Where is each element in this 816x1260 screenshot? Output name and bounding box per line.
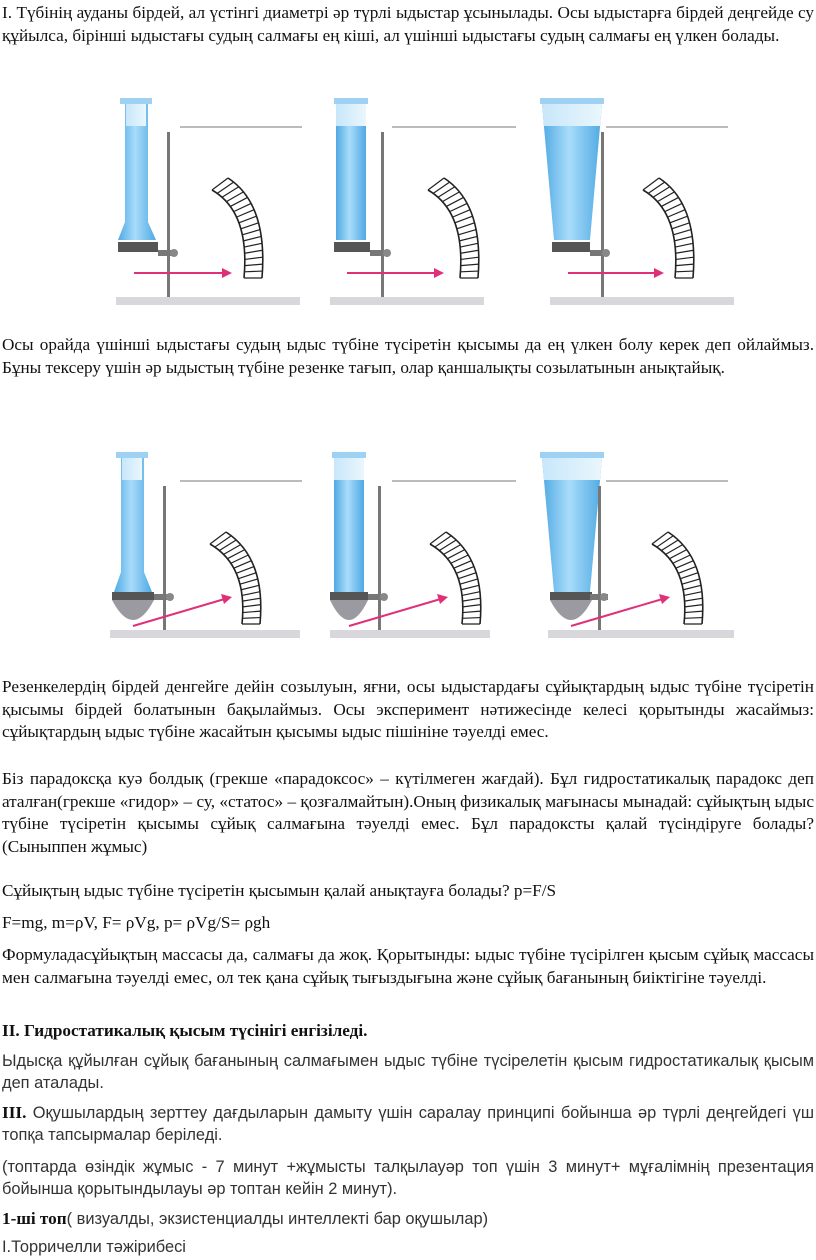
scale-rung	[460, 243, 478, 247]
scale-rung	[242, 618, 260, 619]
scale-rung	[244, 243, 262, 247]
paragraph-hypothesis: Осы орайда үшінші ыдыстағы судың ыдыс түбіне түсіретін қысымы да ең үлкен болу керек деп ойлаймыз. Бұны тексеру үшін әр ыдыстың түбіне резенке тағып, олар қаншалықты созылатынын анықтайық.	[2, 335, 814, 377]
scale-rung	[462, 592, 480, 596]
scale-rung	[652, 532, 668, 544]
scale-rung	[236, 567, 254, 574]
scale-rung	[457, 223, 475, 229]
scale-rung	[446, 197, 463, 206]
scale-rung	[234, 203, 251, 211]
vessel-cylinder	[330, 452, 448, 630]
scale-rung	[243, 598, 261, 601]
scale-rung	[673, 230, 691, 235]
scale-rung	[430, 532, 446, 544]
scale-rung	[234, 561, 252, 568]
scale-rung	[670, 216, 688, 223]
paragraph-question: Сұйықтың ыдыс түбіне түсіретін қысымын қалай анықтауға болады? p=F/S	[2, 881, 557, 900]
scale-rung	[458, 230, 476, 235]
figure-vessels-rubber-bottom	[0, 448, 816, 648]
paragraph-definition: Ыдысқа құйылған сұйық бағанының салмағымен ыдыс түбіне түсірелетін қысым гидростатикалық қысым деп аталады.	[2, 1052, 814, 1092]
scale-rung	[684, 618, 702, 619]
scale-rung	[435, 536, 451, 547]
scale-rung	[241, 585, 259, 589]
scale-rung	[240, 579, 258, 584]
figure-vessels-equal-level	[0, 92, 816, 312]
scale-rung	[685, 611, 703, 612]
curved-scale	[428, 178, 479, 278]
scale-rung	[674, 236, 692, 240]
scale-rung	[460, 271, 478, 272]
scale-rung	[661, 197, 678, 206]
scale-rung	[683, 585, 701, 589]
vessel-wide-flask	[540, 452, 670, 630]
scale-rung	[672, 223, 690, 229]
paragraph-conclusion: Формуладасұйықтың массасы да, салмағы да жоқ. Қорытынды: ыдыс түбіне түсірілген қысым сұйық массасы мен салмағына тәуелді емес, ол тек қана сұйық тығыздығына және сұйық бағанының биіктігіне тәуелді.	[2, 945, 814, 987]
scale-rung	[241, 223, 259, 229]
scale-rung	[462, 618, 480, 619]
scale-rung	[210, 532, 226, 544]
scale-rung	[665, 203, 682, 211]
curved-scale	[643, 178, 694, 278]
scale-rung	[461, 585, 479, 589]
scale-rung	[459, 236, 477, 240]
scale-rung	[242, 592, 260, 596]
scale-rung	[682, 579, 700, 584]
scale-rung	[453, 210, 471, 217]
scale-rung	[245, 257, 263, 259]
scale-rung	[215, 536, 231, 547]
stand-base	[330, 297, 484, 305]
stand-base	[116, 297, 300, 305]
scale-rung	[456, 567, 474, 574]
scale-rung	[680, 573, 698, 579]
paragraph-timing: (топтарда өзіндік жұмыс - 7 минут +жұмысты талқылауәр топ үшін 3 минут+ мұғалімнің презентация бойынша қорытындылауы әр топтан кейін 2 минут).	[2, 1158, 814, 1198]
torricelli-title: І.Торричелли тәжірибесі	[2, 1238, 186, 1256]
stand-base	[550, 297, 734, 305]
scale-rung	[243, 605, 261, 607]
group-1-label: 1-ші топ	[2, 1209, 67, 1228]
curved-scale	[652, 532, 703, 624]
stand-base	[548, 630, 734, 638]
section-3-text: Оқушылардың зерттеу дағдыларын дамыту үшін саралау принципі бойынша әр түрлі деңгейдегі үш топқа тапсырмалар беріледі.	[2, 1104, 814, 1144]
scale-rung	[245, 250, 263, 253]
paragraph-paradox: Біз парадоксқа куә болдық (грекше «парадоксос» – күтілмеген жағдай). Бұл гидростатикалық парадокс деп аталған(грекше «гидор» – су, «статос» – қозғалмайтын).Оның физикалық мағынасы мынадай: сұйықтың ыдыс түбіне түсіретін қысымы сұйық салмағына тәуелді емес. Бұл парадоксты қалай түсіндіруге болады?(Сыныппен жұмыс)	[2, 769, 814, 856]
scale-rung	[675, 271, 693, 272]
scale-rung	[460, 579, 478, 584]
scale-rung	[245, 264, 263, 265]
group-1-text: ( визуалды, экзистенциалды интеллекті бар оқушылар)	[66, 1210, 489, 1228]
scale-rung	[238, 573, 256, 579]
scale-rung	[243, 236, 261, 240]
scale-rung	[675, 243, 693, 247]
scale-rung	[676, 561, 694, 568]
scale-rung	[244, 271, 262, 272]
scale-rung	[676, 257, 694, 259]
scale-rung	[455, 216, 473, 223]
paragraph-intro: I. Түбінің ауданы бірдей, ал үстінгі диаметрі әр түрлі ыдыстар ұсынылады. Осы ыдыстарға бірдей деңгейде су құйылса, бірінші ыдыстағы судың салмағы ең кіші, ал үшінші ыдыстағы судың салмағы ең үлкен болады.	[2, 3, 814, 45]
group-1-line	[2, 1208, 814, 1230]
scale-rung	[463, 598, 481, 601]
section-2-heading: II. Гидростатикалық қысым түсінігі енгізіледі.	[2, 1021, 368, 1040]
scale-rung	[239, 216, 257, 223]
scale-rung	[454, 561, 472, 568]
scale-rung	[458, 573, 476, 579]
paragraph-observation: Резенкелердің бірдей денгейге дейін созылуын, яғни, осы ыдыстардағы сұйықтардың ыдыс түбіне түсіретін қысымы бірдей болатынын бақылаймыз. Осы эксперимент нәтижесінде келесі қорытынды жасаймыз: сұйықтардың ыдыс түбіне жасайтын қысымы ыдыс пішініне тәуелді емес.	[2, 677, 814, 741]
section-3-paragraph	[2, 1102, 814, 1146]
scale-rung	[685, 598, 703, 601]
scale-rung	[461, 264, 479, 265]
scale-rung	[463, 605, 481, 607]
scale-rung	[461, 257, 479, 259]
scale-rung	[668, 210, 686, 217]
stand-base	[330, 630, 490, 638]
curved-scale	[430, 532, 481, 624]
scale-rung	[450, 203, 467, 211]
scale-rung	[684, 592, 702, 596]
scale-rung	[685, 605, 703, 607]
scale-rung	[676, 264, 694, 265]
scale-rung	[243, 611, 261, 612]
scale-rung	[230, 197, 247, 206]
scale-rung	[231, 555, 248, 563]
curved-scale	[212, 178, 263, 278]
scale-rung	[463, 611, 481, 612]
scale-rung	[237, 210, 255, 217]
curved-scale	[210, 532, 261, 624]
scale-rung	[678, 567, 696, 574]
scale-rung	[657, 536, 673, 547]
scale-rung	[676, 250, 694, 253]
scale-rung	[461, 250, 479, 253]
formula-line: F=mg, m=ρV, F= ρVg, p= ρVg/S= ρgh	[2, 913, 271, 932]
scale-rung	[673, 555, 690, 563]
section-3-label: III.	[2, 1103, 27, 1122]
scale-rung	[242, 230, 260, 235]
stand-base	[110, 630, 300, 638]
scale-rung	[451, 555, 468, 563]
